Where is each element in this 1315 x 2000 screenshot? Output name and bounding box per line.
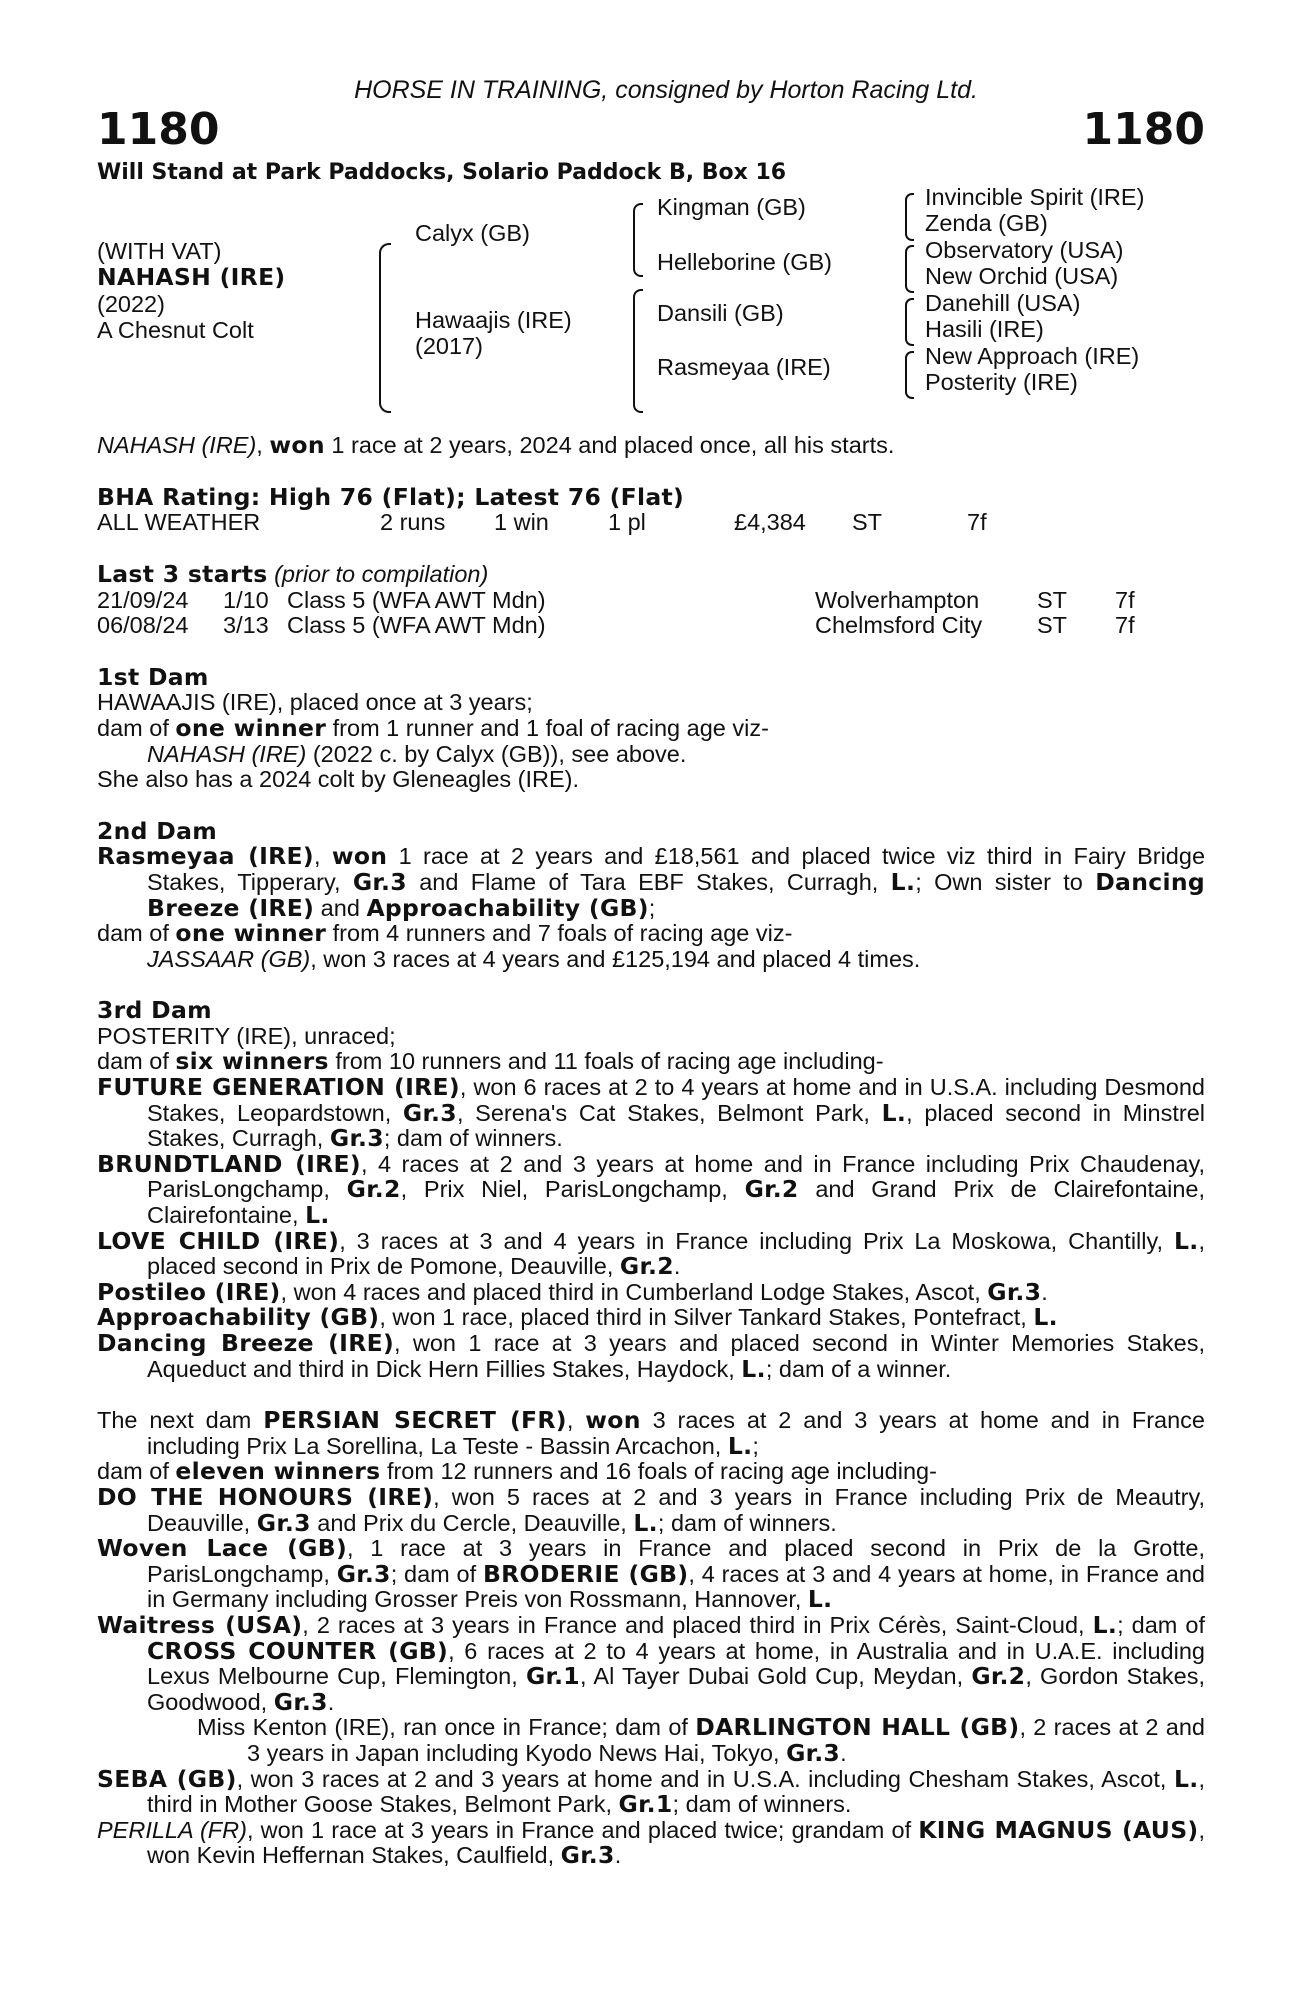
bha-rating-title: BHA Rating: High 76 (Flat); Latest 76 (Flat) (97, 482, 685, 511)
catalogue-page (97, 78, 1205, 1869)
ds-brace (905, 298, 914, 346)
first-dam-produce: dam of one winner from 1 runner and 1 foal of racing age viz- (97, 713, 769, 742)
progeny-perilla: PERILLA (FR), won 1 race at 3 years in France and placed twice; grandam of KING MAGNUS (AUS), won Kevin Heffernan Stakes, Caulfield, Gr.3. (97, 1815, 1205, 1870)
bha-rating-section (97, 482, 1205, 536)
second-dam-title: 2nd Dam (97, 816, 218, 845)
first-dam-note: She also has a 2024 colt by Gleneagles (IRE). (97, 766, 580, 793)
sire-brace (633, 203, 643, 277)
second-dam-section (97, 816, 1206, 973)
start-row: 21/09/24 1/10 Class 5 (WFA AWT Mdn) Wolverhampton ST 7f (97, 586, 1135, 613)
sire-dam: Helleborine (GB) (657, 249, 833, 276)
lot-number-left: 1180 (97, 103, 220, 155)
progeny-approachability: Approachability (GB), won 1 race, placed third in Silver Tankard Stakes, Pontefract, L. (97, 1303, 1058, 1332)
dam-dam: Rasmeyaa (IRE) (657, 354, 831, 381)
dd-brace (905, 351, 914, 399)
ped-sds: Observatory (USA) (925, 237, 1124, 264)
start-row: 06/08/24 3/13 Class 5 (WFA AWT Mdn) Chelmsford City ST 7f (97, 612, 1135, 639)
dam-brace (633, 289, 643, 413)
first-dam-section (97, 662, 1205, 793)
ss-brace (905, 193, 914, 241)
progeny-waitress: Waitress (USA), 2 races at 3 years in France and placed third in Prix Cérès, Saint-Cloud, L.; dam of CROSS COUNTER (GB), 6 races at 2 to 4 years at home, in Australia and in U.A.E. including Lexus Melbourne Cup, Flemington, Gr.1, Al Tayer Dubai Gold Cup, Meydan, Gr.2, Gordon Stakes, Goodwood, Gr.3. (97, 1610, 1205, 1716)
ped-ssd: Zenda (GB) (925, 210, 1048, 237)
third-dam-section (97, 998, 1205, 1382)
dam-year: (2017) (415, 333, 483, 360)
sd-brace (905, 245, 914, 293)
vat-note: (WITH VAT) (97, 238, 222, 265)
next-dam-produce: dam of eleven winners from 12 runners and 16 foals of racing age including- (97, 1457, 937, 1486)
next-dam-section (97, 1408, 1205, 1869)
pedigree-table (97, 184, 1205, 411)
progeny-seba: SEBA (GB), won 3 races at 2 and 3 years at home and in U.S.A. including Chesham Stakes, Ascot, L., third in Mother Goose Stakes, Belmont Park, Gr.1; dam of winners. (97, 1764, 1205, 1819)
lot-number-right: 1180 (1082, 103, 1205, 155)
ped-dss: Danehill (USA) (925, 290, 1081, 317)
first-dam-line: HAWAAJIS (IRE), placed once at 3 years; (97, 689, 533, 716)
ped-dds: New Approach (IRE) (925, 343, 1140, 370)
progeny-miss-kenton: Miss Kenton (IRE), ran once in France; dam of DARLINGTON HALL (GB), 2 races at 2 and 3 years in Japan including Kyodo News Hai, Tokyo, Gr.3. (197, 1713, 1206, 1767)
last-starts-section (97, 559, 1205, 639)
third-dam-line: POSTERITY (IRE), unraced; (97, 1022, 396, 1049)
second-dam-progeny: JASSAAR (GB), won 3 races at 4 years and £125,194 and placed 4 times. (147, 945, 921, 972)
sire-name: Calyx (GB) (415, 220, 530, 247)
ped-dsd: Hasili (IRE) (925, 316, 1044, 343)
third-dam-produce: dam of six winners from 10 runners and 11 foals of racing age including- (97, 1047, 884, 1076)
progeny-woven-lace: Woven Lace (GB), 1 race at 3 years in France and placed second in Prix de la Grotte, ParisLongchamp, Gr.3; dam of BRODERIE (GB), 4 races at 3 and 4 years at home, in France and in Germany including Grosser Preis von Rossmann, Hannover, L. (97, 1534, 1205, 1614)
ped-sss: Invincible Spirit (IRE) (925, 184, 1145, 211)
lot-number-row (97, 104, 1205, 156)
first-dam-progeny: NAHASH (IRE) (2022 c. by Calyx (GB)), see above. (147, 740, 687, 767)
progeny-love-child: LOVE CHILD (IRE), 3 races at 3 and 4 years in France including Prix La Moskowa, Chantilly, L., placed second in Prix de Pomone, Deauville, Gr.2. (97, 1226, 1205, 1281)
second-dam-produce: dam of one winner from 4 runners and 7 foals of racing age viz- (97, 919, 793, 948)
race-summary: NAHASH (IRE), won 1 race at 2 years, 2024 and placed once, all his starts. (97, 431, 895, 460)
main-brace (379, 243, 391, 413)
next-dam-record: The next dam PERSIAN SECRET (FR), won 3 races at 2 and 3 years at home and in France including Prix La Sorellina, La Teste - Bassin Arcachon, L.; (97, 1406, 1205, 1460)
first-dam-title: 1st Dam (97, 662, 209, 691)
consignor-line: HORSE IN TRAINING, consigned by Horton Racing Ltd. (354, 76, 978, 104)
sire-sire: Kingman (GB) (657, 194, 806, 221)
progeny-postileo: Postileo (IRE), won 4 races and placed third in Cumberland Lodge Stakes, Ascot, Gr.3. (97, 1277, 1048, 1306)
dam-name: Hawaajis (IRE) (415, 307, 572, 334)
third-dam-title: 3rd Dam (97, 996, 212, 1025)
ped-sdd: New Orchid (USA) (925, 263, 1119, 290)
horse-description: A Chesnut Colt (97, 317, 254, 344)
progeny-dancing-breeze: Dancing Breeze (IRE), won 1 race at 3 years and placed second in Winter Memories Stakes, Aqueduct and third in Dick Hern Fillies Stakes, Haydock, L.; dam of a winner. (97, 1329, 1205, 1383)
horse-name: NAHASH (IRE) (97, 263, 286, 292)
horse-year: (2022) (97, 291, 165, 318)
progeny-brundtland: BRUNDTLAND (IRE), 4 races at 2 and 3 years at home and in France including Prix Chaudenay, ParisLongchamp, Gr.2, Prix Niel, ParisLongchamp, Gr.2 and Grand Prix de Clairefontaine, Clairefontaine, L. (97, 1149, 1205, 1230)
progeny-do-the-honours: DO THE HONOURS (IRE), won 5 races at 2 and 3 years in France including Prix de Meautry, Deauville, Gr.3 and Prix du Cercle, Deauville, L.; dam of winners. (97, 1482, 1206, 1537)
progeny-future-generation: FUTURE GENERATION (IRE), won 6 races at 2 to 4 years at home and in U.S.A. including Desmond Stakes, Leopardstown, Gr.3, Serena's Cat Stakes, Belmont Park, L., placed second in Minstrel Stakes, Curragh, Gr.3; dam of winners. (97, 1073, 1206, 1153)
last-starts-title: Last 3 starts (prior to compilation) (97, 559, 489, 588)
record-row: ALL WEATHER 2 runs 1 win 1 pl £4,384 ST 7f (97, 509, 987, 536)
ped-ddd: Posterity (IRE) (925, 369, 1078, 396)
dam-sire: Dansili (GB) (657, 300, 784, 327)
stand-location: Will Stand at Park Paddocks, Solario Paddock B, Box 16 (97, 159, 787, 185)
second-dam-record: Rasmeyaa (IRE), won 1 race at 2 years and £18,561 and placed twice viz third in Fairy Bridge Stakes, Tipperary, Gr.3 and Flame of Tara EBF Stakes, Curragh, L.; Own sister to Dancing Breeze (IRE) and Approachability (GB); (97, 842, 1206, 922)
